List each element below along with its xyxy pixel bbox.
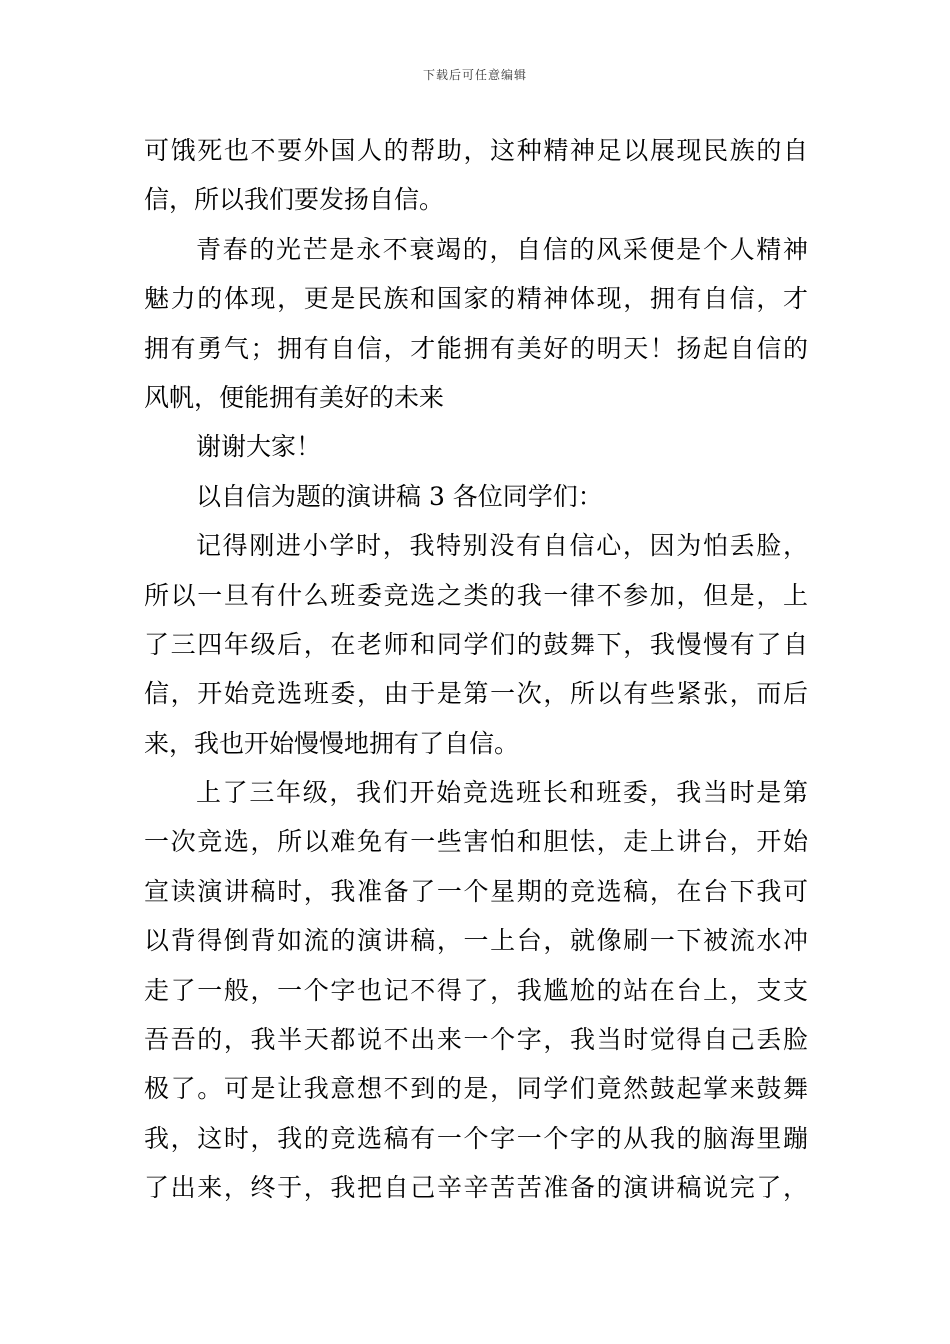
text-line: 信，开始竞选班委，由于是第一次，所以有些紧张，而后 [144, 679, 808, 709]
paragraph-start-line: 上了三年级，我们开始竞选班长和班委，我当时是第 [196, 778, 808, 808]
text-line: 吾吾的，我半天都说不出来一个字，我当时觉得自己丢脸 [144, 1025, 808, 1055]
text-line: 风帆，便能拥有美好的未来 [144, 382, 445, 412]
text-line: 信，所以我们要发扬自信。 [144, 185, 445, 215]
paragraph-start-line: 谢谢大家！ [196, 432, 322, 462]
text-line: 极了。可是让我意想不到的是，同学们竟然鼓起掌来鼓舞 [144, 1074, 808, 1104]
document-body [144, 126, 808, 1213]
text-line: 来，我也开始慢慢地拥有了自信。 [144, 728, 520, 758]
paragraph-start-line: 记得刚进小学时，我特别没有自信心，因为怕丢脸， [196, 531, 808, 561]
page-header: 下载后可任意编辑 [422, 68, 527, 82]
text-line: 以背得倒背如流的演讲稿，一上台，就像刷一下被流水冲 [144, 926, 808, 956]
text-line: 宣读演讲稿时，我准备了一个星期的竞选稿，在台下我可 [144, 876, 808, 906]
text-line: 了出来，终于，我把自己辛辛苦苦准备的演讲稿说完了， [144, 1173, 808, 1203]
text-line: 可饿死也不要外国人的帮助，这种精神足以展现民族的自 [144, 136, 808, 165]
text-line: 走了一般，一个字也记不得了，我尴尬的站在台上，支支 [144, 975, 808, 1005]
text-line: 魅力的体现，更是民族和国家的精神体现，拥有自信，才 [144, 284, 808, 314]
paragraph-start-line: 青春的光芒是永不衰竭的，自信的风采便是个人精神 [196, 234, 808, 264]
section-title-line: 以自信为题的演讲稿 3 各位同学们： [196, 481, 603, 511]
text-line: 一次竞选，所以难免有一些害怕和胆怯，走上讲台，开始 [144, 827, 808, 857]
text-line: 了三四年级后，在老师和同学们的鼓舞下，我慢慢有了自 [144, 629, 808, 659]
text-line: 所以一旦有什么班委竞选之类的我一律不参加，但是，上 [144, 580, 808, 610]
text-line: 我，这时，我的竞选稿有一个字一个字的从我的脑海里蹦 [144, 1123, 808, 1153]
text-line: 拥有勇气；拥有自信，才能拥有美好的明天！扬起自信的 [144, 333, 808, 363]
